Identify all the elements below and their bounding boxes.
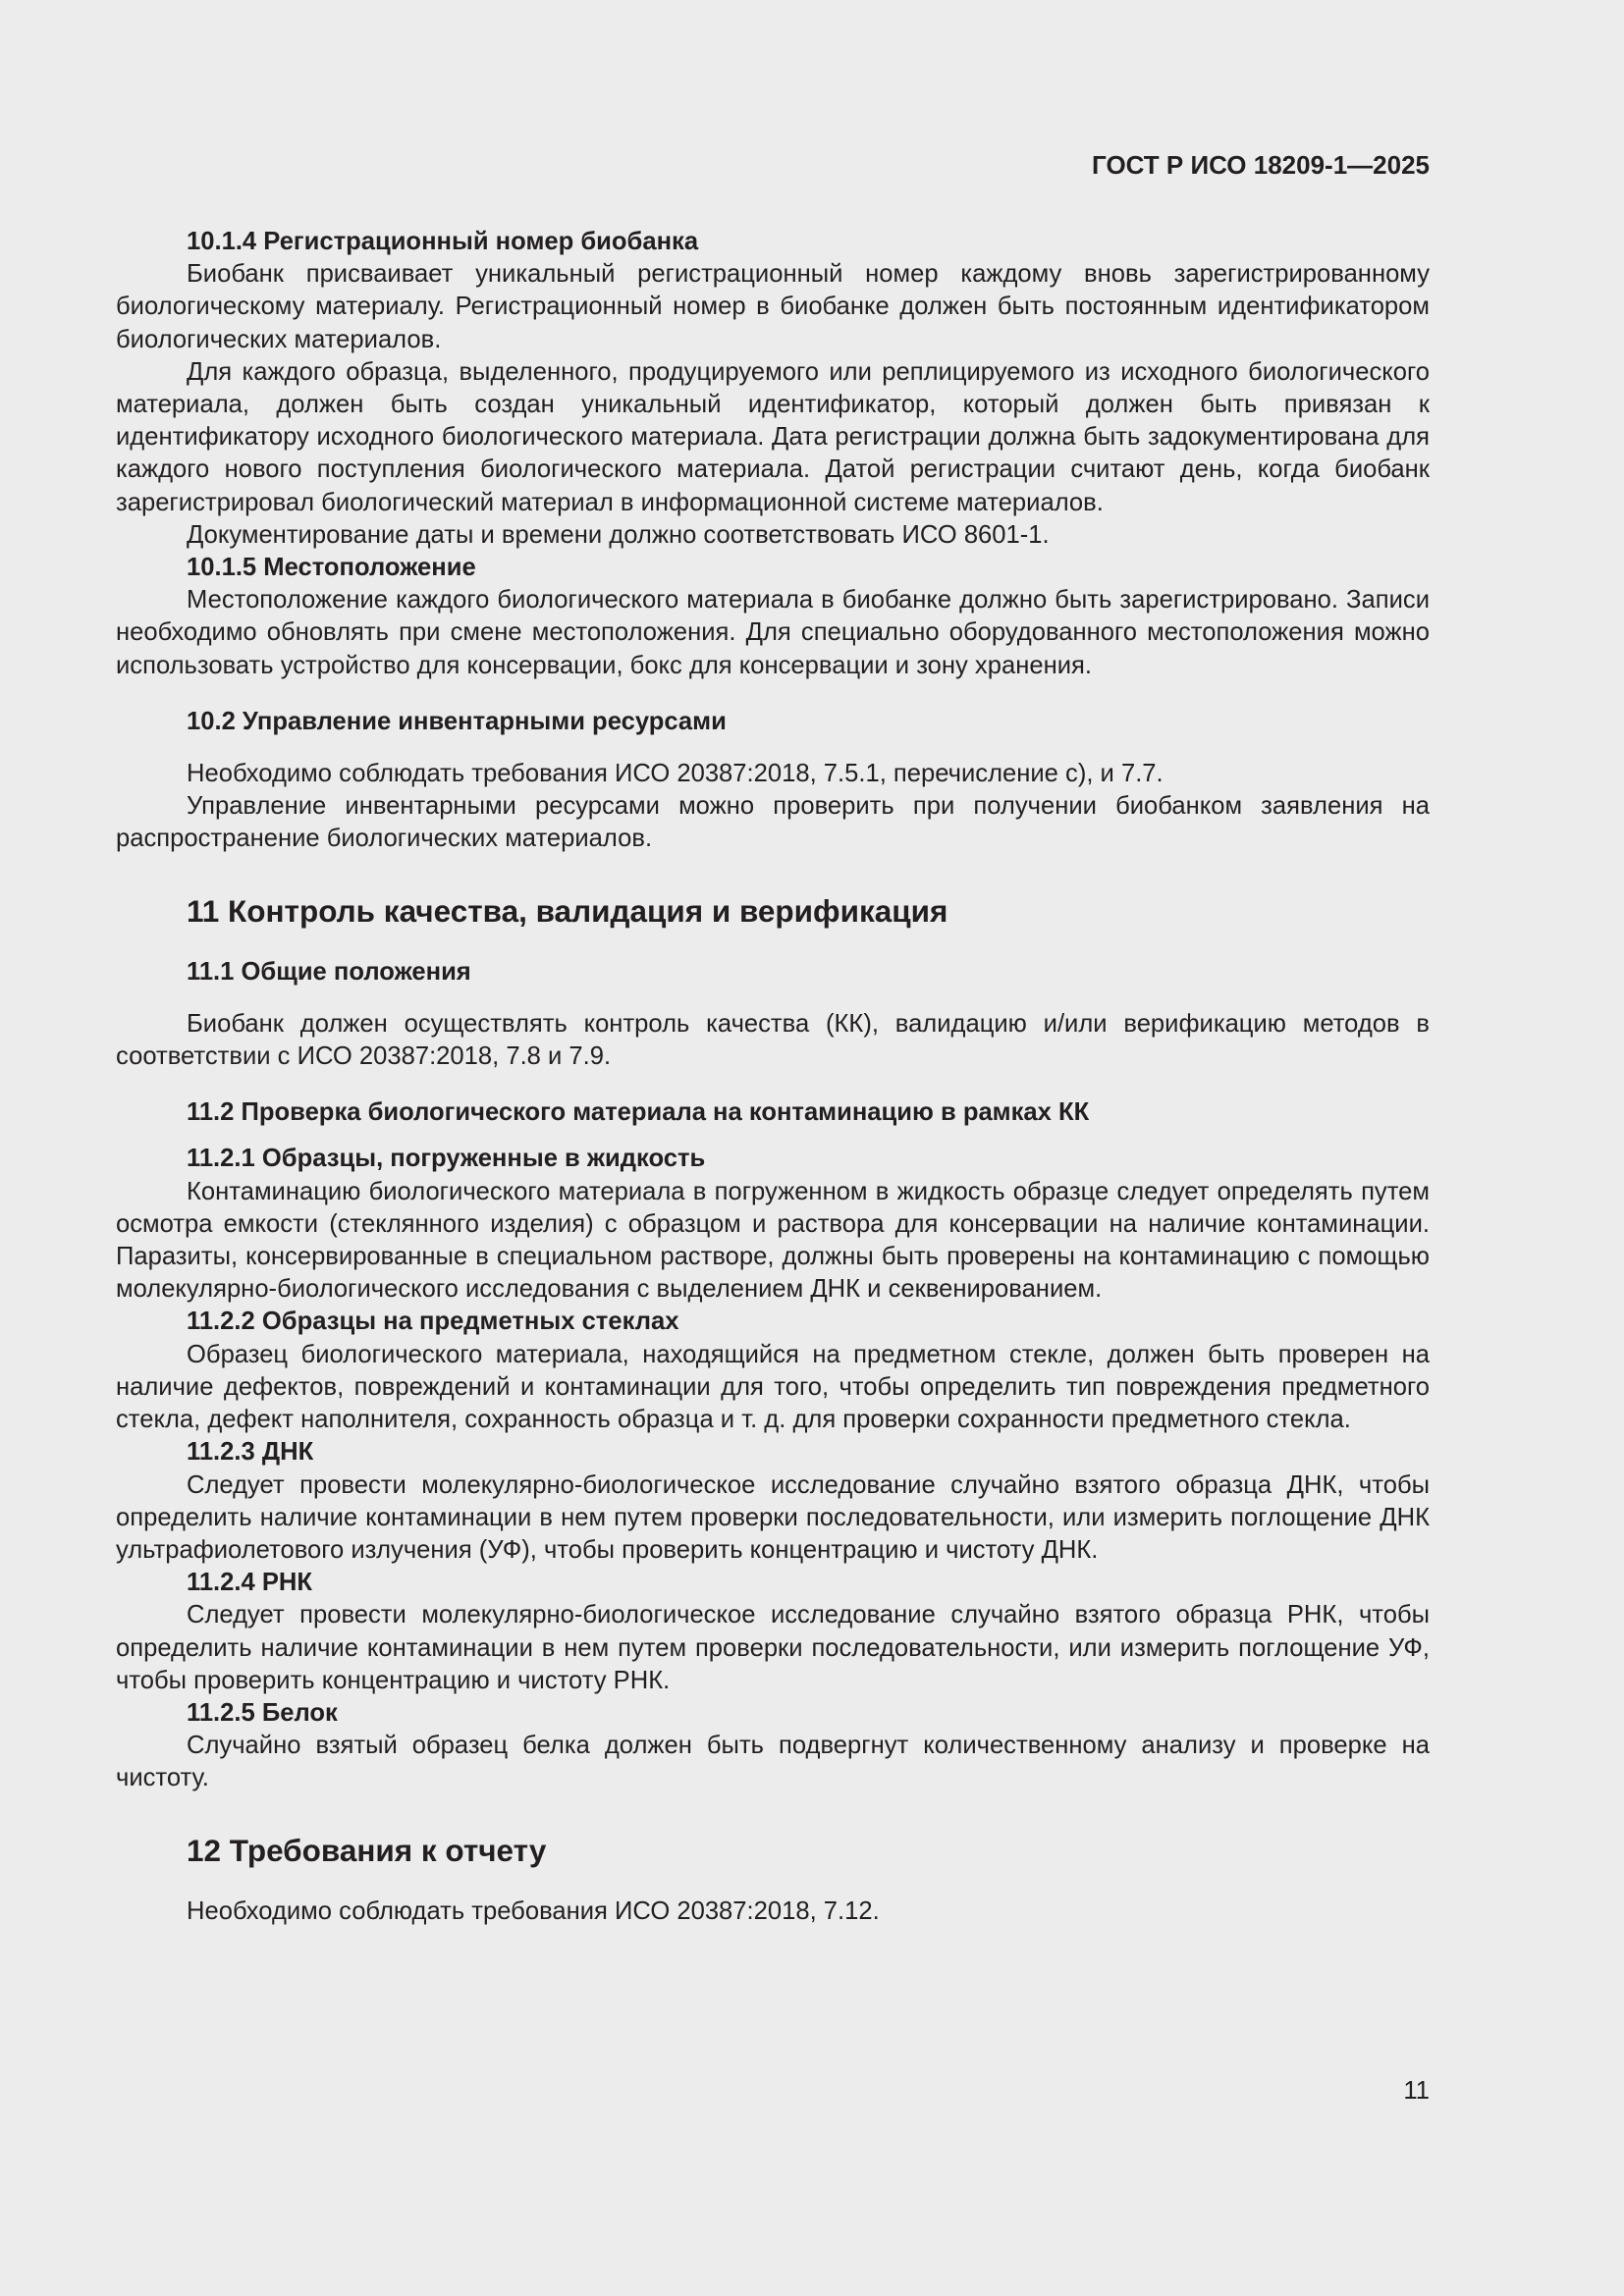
section-heading-11-2-5: 11.2.5 Белок (187, 1698, 338, 1727)
section-heading-11-2-1: 11.2.1 Образцы, погруженные в жидкость (187, 1145, 706, 1173)
paragraph: Следует провести молекулярно-биологическое исследование случайно взятого образца РНК, чтобы определить наличие контаминации в нем путем проверки последовательности, или измерить поглощение УФ, чтобы проверить концентрацию и чистоту РНК. (116, 1601, 1430, 1694)
paragraph: Следует провести молекулярно-биологическое исследование случайно взятого образца ДНК, чтобы определить наличие контаминации в нем путем проверки последовательности, или измерить поглощение ДНК ультрафиолетового излучения (УФ), чтобы проверить концентрацию и чистоту ДНК. (116, 1470, 1430, 1564)
paragraph: Случайно взятый образец белка должен быть подвергнут количественному анализу и проверке на чистоту. (116, 1732, 1430, 1792)
paragraph: Управление инвентарными ресурсами можно проверить при получении биобанком заявления на распространение биологических материалов. (116, 792, 1430, 853)
paragraph: Биобанк присваивает уникальный регистрационный номер каждому вновь зарегистрированному биологическому материалу. Регистрационный номер в биобанке должен быть постоянным идентификатором биологических материалов. (116, 260, 1430, 353)
section-heading-10-1-4: 10.1.4 Регистрационный номер биобанка (187, 228, 699, 255)
section-heading-11-1: 11.1 Общие положения (187, 957, 471, 986)
section-heading-11-2-2: 11.2.2 Образцы на предметных стеклах (187, 1308, 679, 1336)
section-heading-10-2: 10.2 Управление инвентарными ресурсами (187, 707, 727, 735)
paragraph: Местоположение каждого биологического материала в биобанке должно быть зарегистрировано. Записи необходимо обновлять при смене местоположения. Для специально оборудованного местоположения можно использовать устройство для консервации, бокс для консервации и зону хранения. (116, 586, 1430, 679)
page-number: 11 (1403, 2077, 1430, 2105)
chapter-heading-11: 11 Контроль качества, валидация и верификация (187, 892, 948, 929)
chapter-heading-12: 12 Требования к отчету (187, 1832, 547, 1868)
paragraph: Документирование даты и времени должно соответствовать ИСО 8601-1. (187, 520, 1050, 549)
paragraph: Для каждого образца, выделенного, продуцируемого или реплицируемого из исходного биологического материала, должен быть создан уникальный идентификатор, который должен быть привязан к идентификатору исходного биологического материала. Дата регистрации должна быть задокументирована для каждого нового поступления биологического материала. Датой регистрации считают день, когда биобанк зарегистрировал биологический материал в информационной системе материалов. (116, 357, 1430, 516)
section-heading-11-2-4: 11.2.4 РНК (187, 1569, 313, 1597)
section-heading-11-2: 11.2 Проверка биологического материала на контаминацию в рамках КК (187, 1098, 1090, 1127)
paragraph: Необходимо соблюдать требования ИСО 20387:2018, 7.12. (187, 1896, 880, 1925)
document-body (116, 226, 1430, 1928)
paragraph: Образец биологического материала, находящийся на предметном стекле, должен быть проверен на наличие дефектов, повреждений и контаминации для того, чтобы определить тип повреждения предметного стекла, дефект наполнителя, сохранность образца и т. д. для проверки сохранности предметного стекла. (116, 1340, 1430, 1434)
document-header: ГОСТ Р ИСО 18209-1—2025 (1092, 150, 1430, 180)
paragraph: Биобанк должен осуществлять контроль качества (КК), валидацию и/или верификацию методов в соответствии с ИСО 20387:2018, 7.8 и 7.9. (116, 1009, 1430, 1071)
paragraph: Контаминацию биологического материала в погруженном в жидкость образце следует определять путем осмотра емкости (стеклянного изделия) с образцом и раствора для консервации на наличие контаминации. Паразиты, консервированные в специальном растворе, должны быть проверены на контаминацию с помощью молекулярно-биологического исследования с выделением ДНК и секвенированием. (116, 1177, 1430, 1304)
paragraph: Необходимо соблюдать требования ИСО 20387:2018, 7.5.1, перечисление с), и 7.7. (187, 760, 1164, 788)
section-heading-11-2-3: 11.2.3 ДНК (187, 1438, 314, 1467)
section-heading-10-1-5: 10.1.5 Местоположение (187, 554, 476, 582)
